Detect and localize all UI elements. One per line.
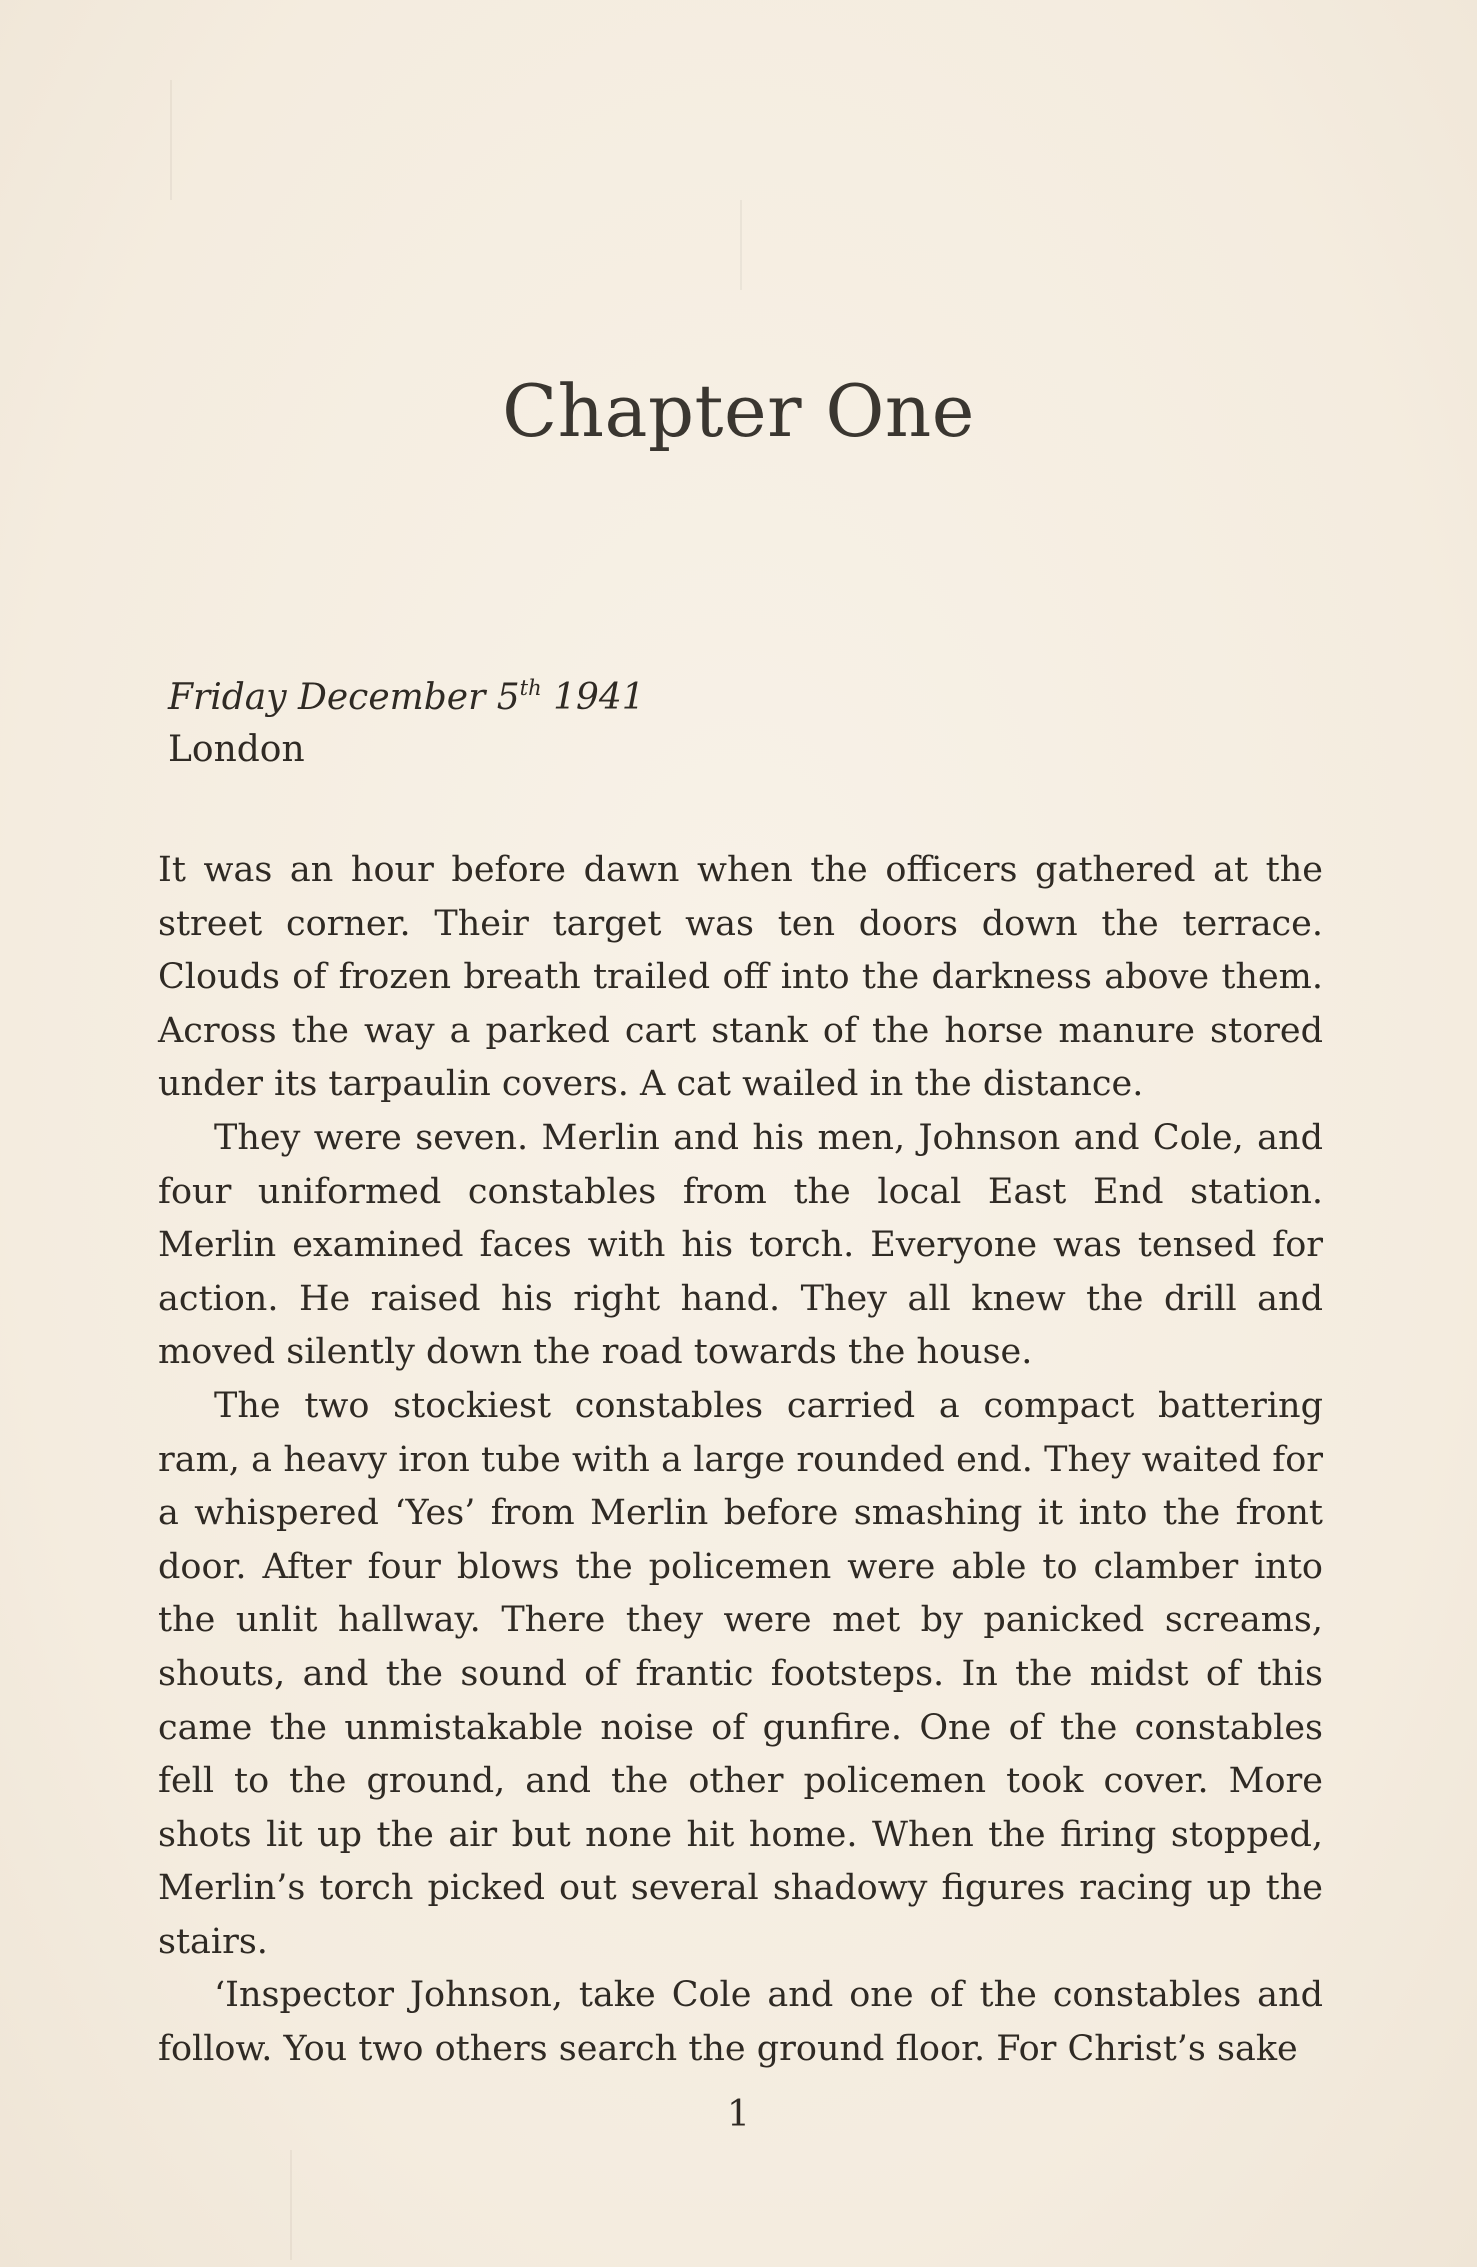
paragraph-1: It was an hour before dawn when the officers gathered at the street corner. Their target was ten doors down the terrace. Clouds of frozen breath trailed off into the darkness above them. Across the way a parked cart stank of the horse manure stored under its tarpaulin covers. A cat wailed in the distance. bbox=[158, 850, 1323, 1105]
dateline-place: London bbox=[168, 729, 305, 770]
paragraph-2: They were seven. Merlin and his men, Johnson and Cole, and four uniformed constables from the local East End station. Merlin examined faces with his torch. Everyone was tensed for action. He raised his right hand. They all knew the drill and moved silently down the road towards the house. bbox=[158, 1117, 1323, 1373]
dateline-year: 1941 bbox=[553, 677, 645, 718]
paragraph-4: ‘Inspector Johnson, take Cole and one of the constables and follow. You two others search the ground floor. For Christ’s sake bbox=[158, 1975, 1323, 2070]
dateline-ordinal: th bbox=[519, 676, 542, 700]
page-number: 1 bbox=[727, 2094, 750, 2135]
paragraph-3: The two stockiest constables carried a compact battering ram, a heavy iron tube with a large rounded end. They waited for a whispered ‘Yes’ from Merlin before smashing it into the front door. After four blows the policemen were able to clamber into the unlit hallway. There they were met by panicked screams, shouts, and the sound of frantic footsteps. In the midst of this came the unmistakable noise of gunfire. One of the constables fell to the ground, and the other policemen took cover. More shots lit up the air but none hit home. When the firing stopped, Merlin’s torch picked out several shadowy figures racing up the stairs. bbox=[158, 1385, 1323, 1962]
scan-artifact-line bbox=[740, 200, 742, 290]
dateline-day-month: Friday December 5 bbox=[168, 677, 520, 718]
dateline-date bbox=[168, 676, 645, 719]
chapter-body bbox=[158, 844, 1323, 2077]
chapter-title: Chapter One bbox=[502, 369, 975, 453]
scan-artifact-line bbox=[170, 80, 172, 200]
scan-artifact-line bbox=[290, 2150, 292, 2260]
